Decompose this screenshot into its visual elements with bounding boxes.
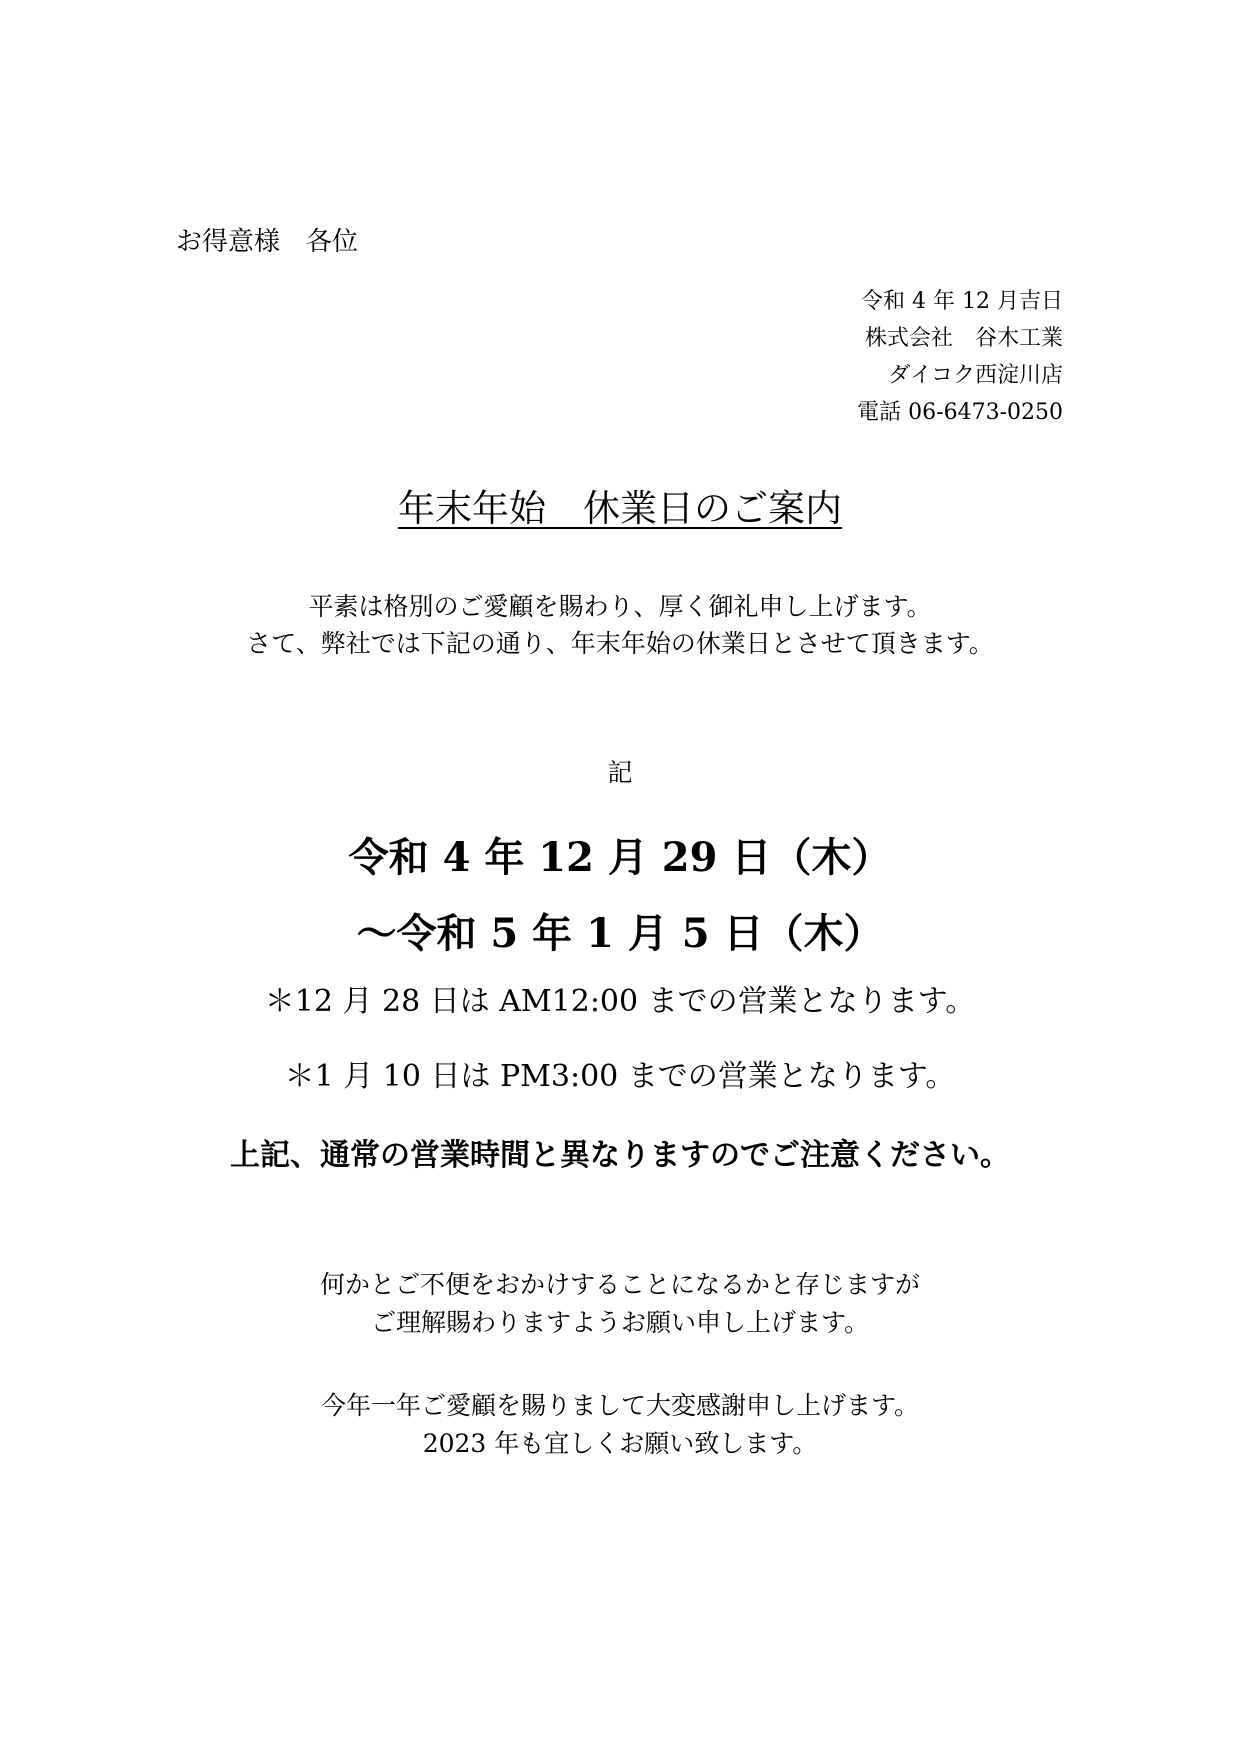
caution-text: 上記、通常の営業時間と異なりますのでご注意ください。 [230,1138,1010,1173]
phone-number: 電話 06-6473-0250 [857,400,1063,425]
period-start: 令和 4 年 12 月 29 日（木） [348,834,892,881]
issue-date: 令和 4 年 12 月吉日 [861,289,1063,314]
closing-2-line-2: 2023 年も宜しくお願い致します。 [422,1429,818,1458]
branch-name: ダイコク西淀川店 [888,363,1063,388]
period-end: ～令和 5 年 1 月 5 日（木） [356,910,884,957]
company-name: 株式会社 谷木工業 [864,326,1063,351]
ki-heading: 記 [607,758,633,787]
document-title: 年末年始 休業日のご案内 [398,487,842,530]
closing-1-line-2: ご理解賜わりますようお願い申し上げます。 [370,1308,869,1337]
closing-paragraph-1 [0,1266,1240,1342]
business-hours-note-2: ＊1 月 10 日は PM3:00 までの営業となります。 [284,1059,956,1094]
greeting-line-2: さて、弊社では下記の通り、年末年始の休業日とさせて頂きます。 [246,629,994,658]
document-title-wrap [0,484,1240,534]
greeting-block [0,588,1240,662]
greeting-line-1: 平素は格別のご愛顧を賜わり、厚く御礼申し上げます。 [308,592,932,621]
holiday-period [0,820,1240,972]
sender-block [857,283,1063,431]
addressee: お得意様 各位 [176,227,359,257]
closing-1-line-1: 何かとご不便をおかけすることになるかと存じますが [319,1270,920,1299]
closing-2-line-1: 今年一年ご愛顧を賜りまして大変感謝申し上げます。 [320,1391,919,1420]
closing-paragraph-2 [0,1387,1240,1463]
business-hours-note-1: ＊12 月 28 日は AM12:00 までの営業となります。 [264,984,976,1019]
